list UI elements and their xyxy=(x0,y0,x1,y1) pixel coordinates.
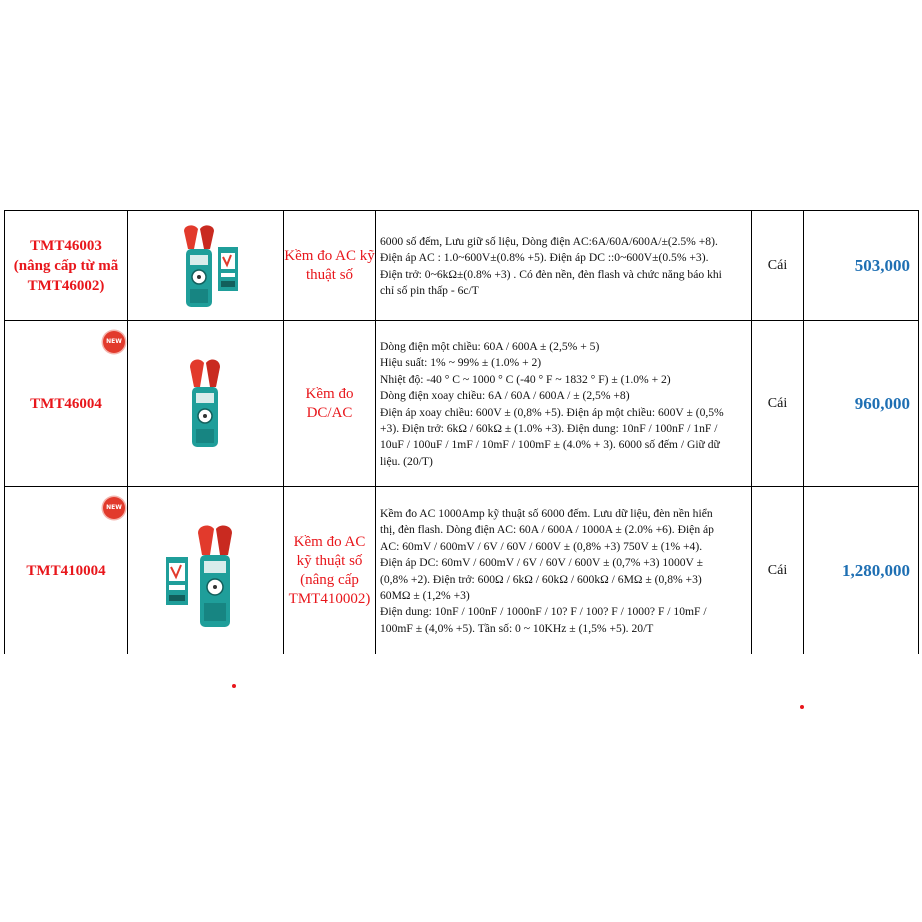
table-row xyxy=(5,487,919,655)
name-line: Kềm đo xyxy=(305,385,354,402)
desc-line: thị, đèn flash. Dòng điện AC: 60A / 600A / 1000A ± (2.0% +6). Điện áp xyxy=(380,523,714,537)
product-code xyxy=(5,487,128,655)
product-description xyxy=(376,321,752,487)
desc-line: (0,8% +2). Điện trở: 600Ω / 6kΩ / 60kΩ / 600kΩ / 6MΩ ± (0,8% +3) xyxy=(380,572,702,586)
desc-line: 60MΩ ± (1,2% +3) xyxy=(380,588,470,602)
desc-line: Điện áp AC : 1.0~600V±(0.8% +5). Điện áp DC ::0~600V±(0.5% +3). xyxy=(380,251,709,265)
code-line: (nâng cấp từ mã xyxy=(13,257,119,274)
product-description xyxy=(376,211,752,321)
product-price: 1,280,000 xyxy=(804,487,919,655)
product-image-cell xyxy=(128,487,284,655)
red-dot-mark xyxy=(232,684,236,688)
clamp-meter-image xyxy=(128,211,284,315)
product-description xyxy=(376,487,752,655)
product-code xyxy=(5,321,128,487)
desc-line: 100mF ± (4,0% +5). Tần số: 0 ~ 10KHz ± (1,5% +5). 20/T xyxy=(380,621,654,635)
product-unit: Cái xyxy=(752,321,804,487)
product-code xyxy=(5,211,128,321)
product-name xyxy=(284,321,376,487)
code-line: TMT46003 xyxy=(30,237,102,254)
desc-line: 6000 số đếm, Lưu giữ số liệu, Dòng điện AC:6A/60A/600A/±(2.5% +8). xyxy=(380,234,718,248)
desc-line: Dòng điện một chiều: 60A / 600A ± (2,5% + 5) xyxy=(380,339,600,353)
product-image-cell xyxy=(128,211,284,321)
name-line: Kềm đo AC kỹ xyxy=(284,247,375,264)
name-line: thuật số xyxy=(305,266,354,283)
name-line: Kềm đo AC xyxy=(293,533,366,550)
new-badge: NEW xyxy=(103,497,125,519)
desc-line: AC: 60mV / 600mV / 6V / 60V / 600V ± (0,8% +3) 750V ± (1% +4). xyxy=(380,539,703,553)
product-unit: Cái xyxy=(752,487,804,655)
red-dot-mark xyxy=(800,705,804,709)
new-badge: NEW xyxy=(103,331,125,353)
product-name xyxy=(284,487,376,655)
desc-line: 10uF / 100uF / 1mF / 10mF / 100mF ± (4.0% + 3). 6000 số đếm / Giữ dữ xyxy=(380,438,720,452)
clamp-meter-image xyxy=(128,321,284,481)
desc-line: Dòng điện xoay chiều: 6A / 60A / 600A / ± (2,5% +8) xyxy=(380,389,630,403)
code-line: TMT46002) xyxy=(27,277,105,294)
name-line: kỹ thuật số xyxy=(296,552,363,569)
desc-line: +3). Điện trở: 6kΩ / 60kΩ ± (1.0% +3). Điện dung: 10nF / 100nF / 1nF / xyxy=(380,421,718,435)
name-line: (nâng cấp xyxy=(300,571,359,588)
desc-line: Điện áp xoay chiều: 600V ± (0,8% +5). Điện áp một chiều: 600V ± (0,5% xyxy=(380,405,724,419)
code-line: TMT46004 xyxy=(30,395,102,412)
product-image-cell xyxy=(128,321,284,487)
name-line: TMT410002) xyxy=(288,590,371,607)
product-unit: Cái xyxy=(752,211,804,321)
desc-line: Điện áp DC: 60mV / 600mV / 6V / 60V / 600V ± (0,7% +3) 1000V ± xyxy=(380,556,703,570)
product-price: 960,000 xyxy=(804,321,919,487)
product-price: 503,000 xyxy=(804,211,919,321)
clamp-meter-image xyxy=(128,487,284,649)
desc-line: Hiệu suất: 1% ~ 99% ± (1.0% + 2) xyxy=(380,356,542,370)
table-row xyxy=(5,211,919,321)
desc-line: Nhiệt độ: -40 ° C ~ 1000 ° C (-40 ° F ~ 1832 ° F) ± (1.0% + 2) xyxy=(380,372,671,386)
desc-line: Điện dung: 10nF / 100nF / 1000nF / 10? F / 100? F / 1000? F / 10mF / xyxy=(380,605,707,619)
table-row xyxy=(5,321,919,487)
desc-line: Điện trở: 0~6kΩ±(0.8% +3) . Có đèn nền, đèn flash và chức năng báo khi xyxy=(380,267,722,281)
code-line: TMT410004 xyxy=(26,562,106,579)
desc-line: chỉ số pin thấp - 6c/T xyxy=(380,283,479,297)
product-price-table xyxy=(4,210,919,654)
desc-line: Kềm đo AC 1000Amp kỹ thuật số 6000 đếm. Lưu dữ liệu, đèn nền hiển xyxy=(380,506,713,520)
desc-line: liệu. (20/T) xyxy=(380,454,433,468)
name-line: DC/AC xyxy=(306,404,353,421)
product-name xyxy=(284,211,376,321)
